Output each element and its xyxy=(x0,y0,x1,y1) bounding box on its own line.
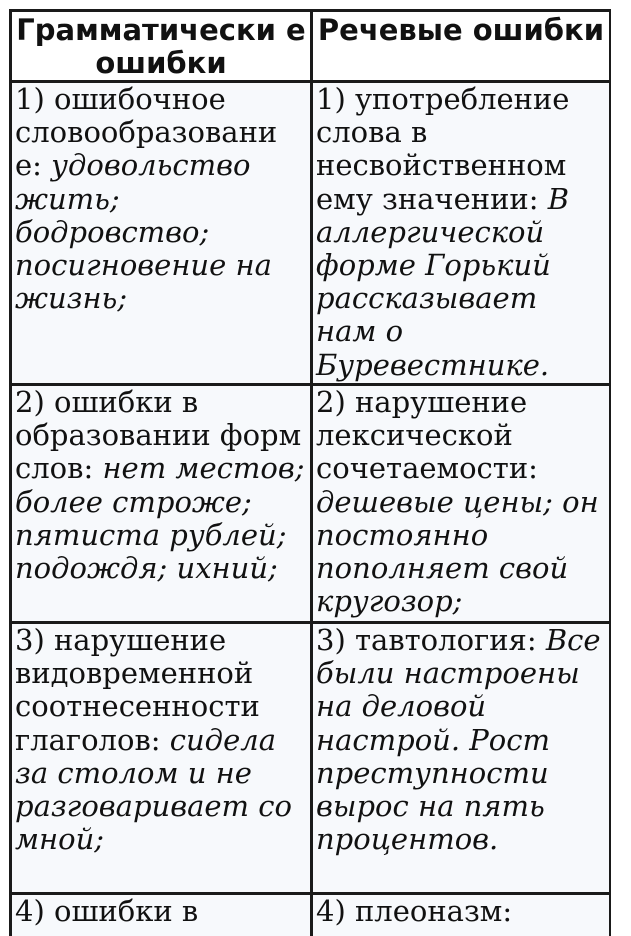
grammar-error-cell xyxy=(11,623,312,894)
header-speech-errors: Речевые ошибки xyxy=(312,11,611,82)
errors-table xyxy=(9,9,612,936)
table-row xyxy=(11,385,611,623)
header-row xyxy=(11,11,611,82)
grammar-error-example: сидела за столом и не разговаривает со мной; xyxy=(15,722,292,857)
table-row xyxy=(11,623,611,894)
header-grammar-errors: Грамматически е ошибки xyxy=(11,11,312,82)
grammar-error-label: 2) ошибки в образовании форм слов: xyxy=(15,385,302,486)
right-margin xyxy=(611,0,631,936)
speech-error-example: дешевые цены; он постоянно пополняет свой кругозор; xyxy=(316,484,599,619)
table-row xyxy=(11,894,611,936)
grammar-error-cell xyxy=(11,385,312,623)
grammar-error-cell xyxy=(11,82,312,385)
speech-error-cell xyxy=(312,623,611,894)
grammar-error-example: удовольство жить; бодровство; посигновение на жизнь; xyxy=(15,148,272,316)
grammar-error-example: нет местов; более строже; пятиста рублей; подождя; ихний; xyxy=(15,451,305,586)
table-row xyxy=(11,82,611,385)
speech-error-example: В аллергической форме Горький рассказывает нам о Буревестнике. xyxy=(316,181,570,382)
speech-error-label: 2) нарушение лексической сочетаемости: xyxy=(316,385,538,486)
grammar-error-cell xyxy=(11,894,312,936)
speech-error-cell xyxy=(312,82,611,385)
speech-error-label: 3) тавтология: xyxy=(316,623,546,657)
speech-error-example: Все были настроены на деловой настрой. Рост преступности вырос на пять процентов. xyxy=(316,623,601,857)
grammar-error-label: 3) нарушение видовременной соотнесенности глаголов: xyxy=(15,623,260,757)
grammar-error-label: 1) ошибочное словообразовани е: xyxy=(15,82,278,183)
grammar-error-label: 4) ошибки в xyxy=(15,894,199,928)
speech-error-label: 4) плеоназм: xyxy=(316,894,513,928)
speech-error-label: 1) употребление слова в несвойственном ему значении: xyxy=(316,82,570,216)
speech-error-cell xyxy=(312,385,611,623)
speech-error-cell xyxy=(312,894,611,936)
